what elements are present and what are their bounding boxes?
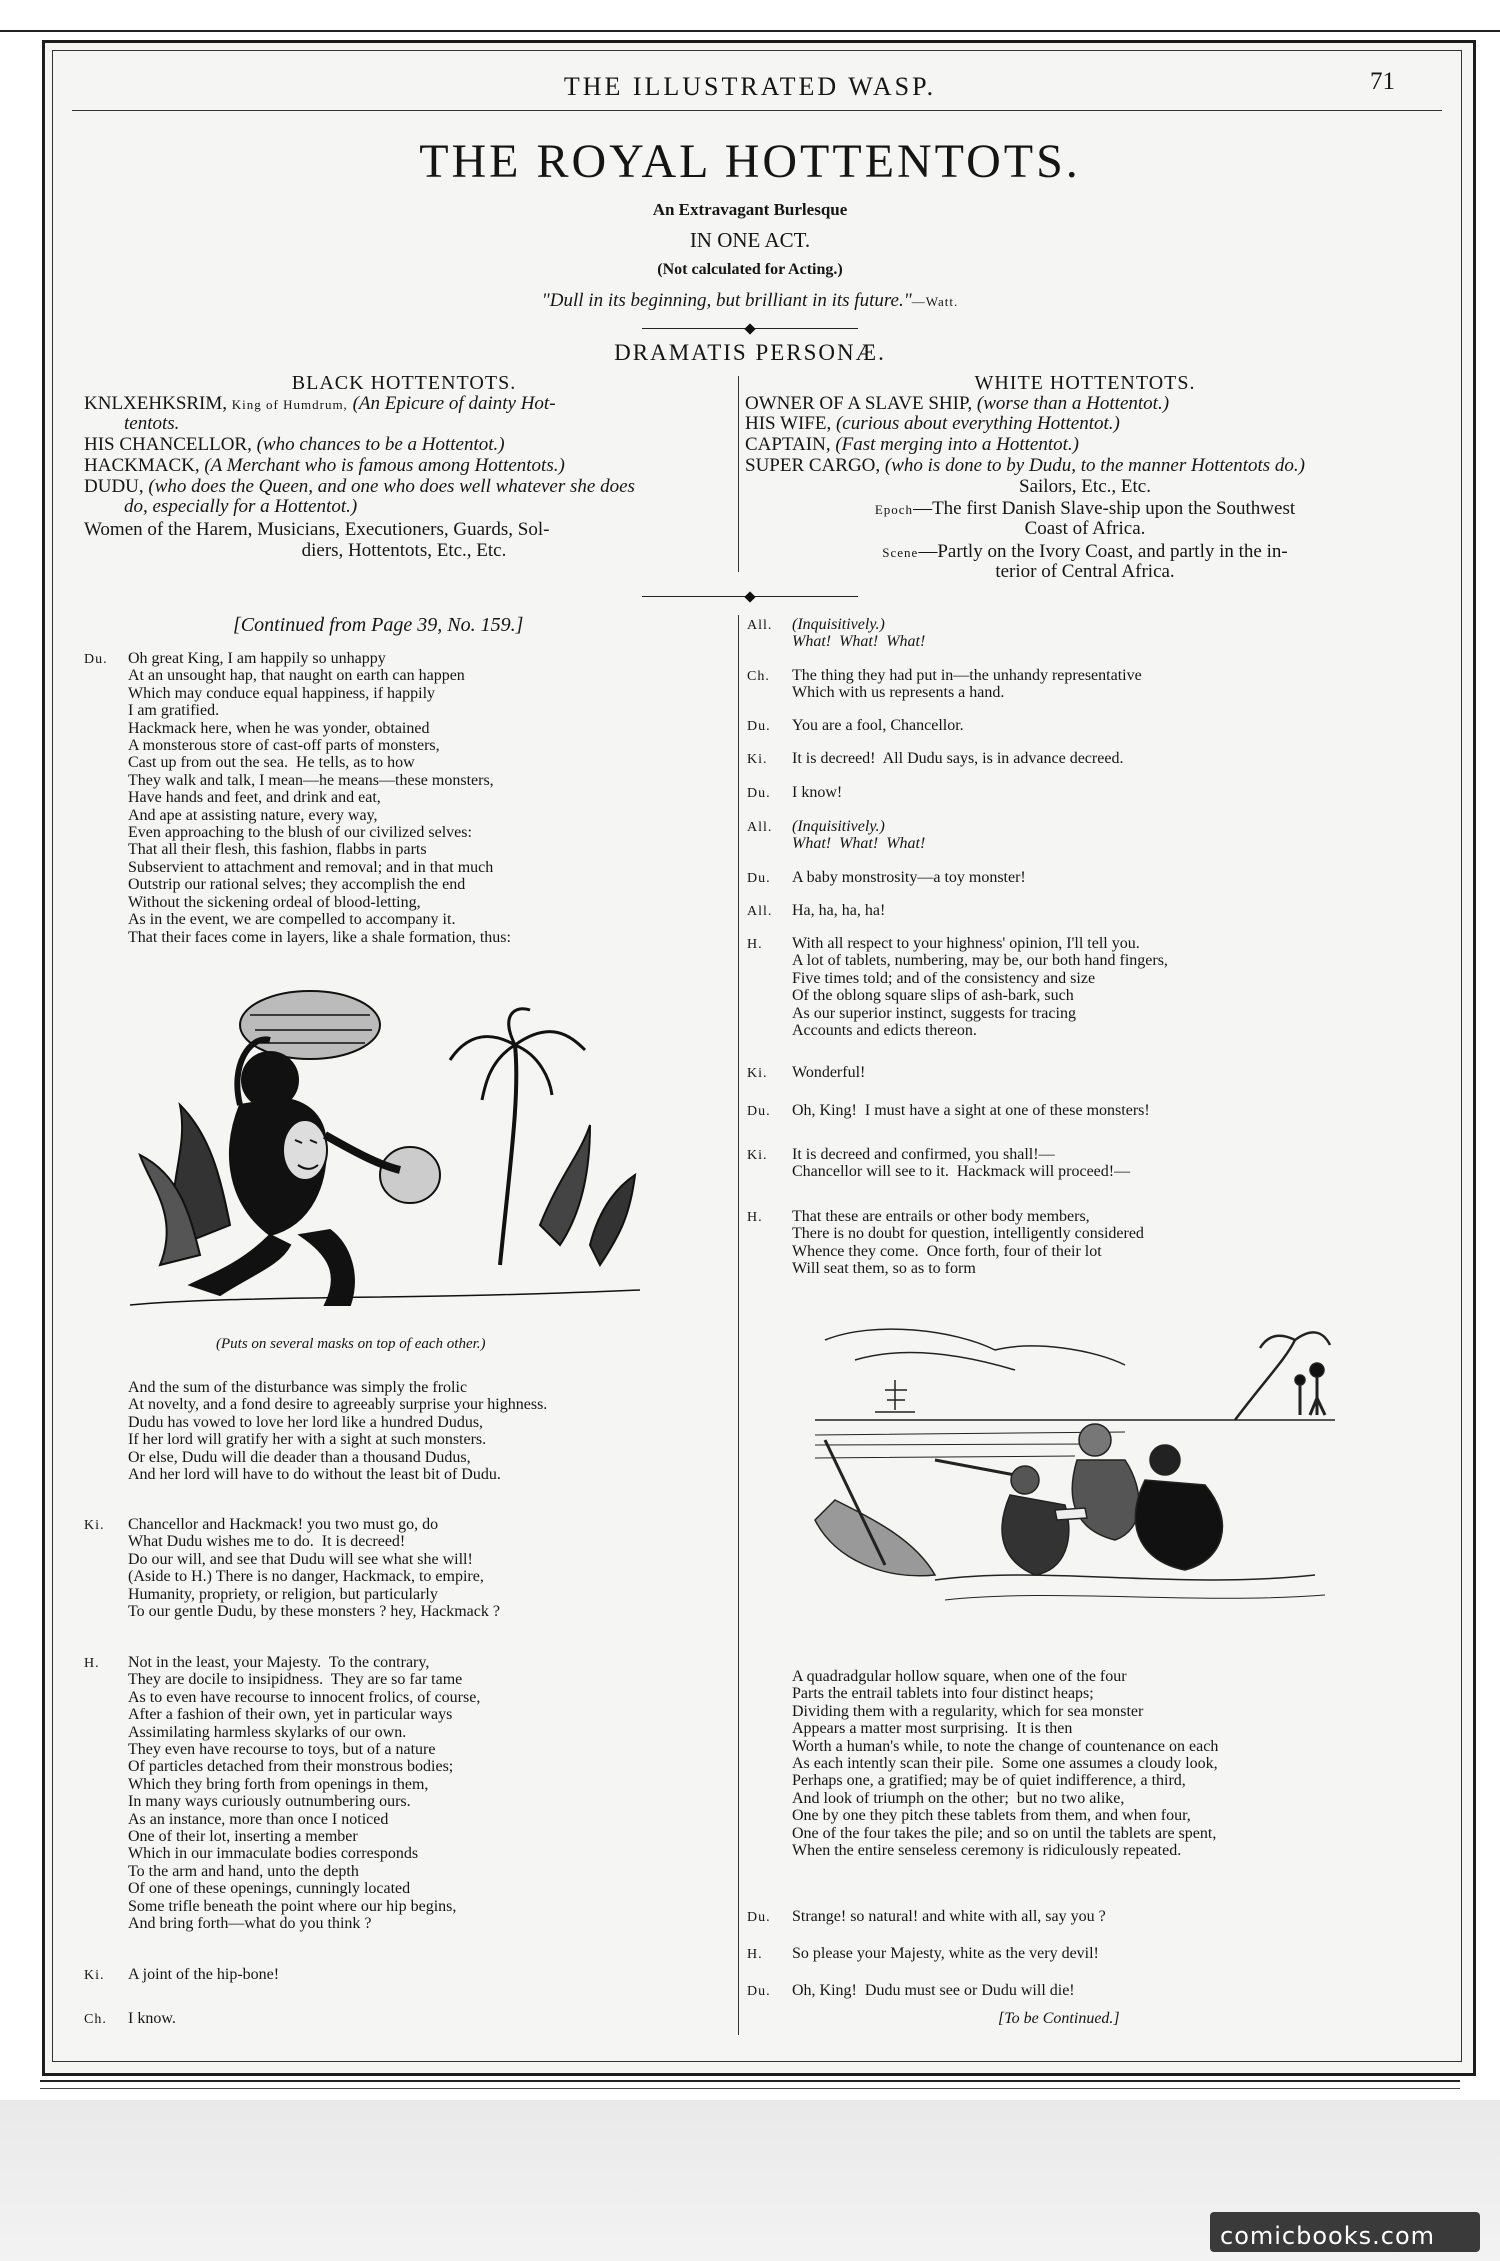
speech-ki-2: A joint of the hip-bone! <box>128 1966 280 1983</box>
page-number: 71 <box>1370 68 1395 95</box>
black-hottentots-heading: BLACK HOTTENTOTS. <box>291 372 517 394</box>
persona-dudu <box>84 477 635 497</box>
persona-name: KNLXEHKSRIM, <box>84 393 228 414</box>
ornament-rule-mid <box>642 592 858 602</box>
speaker-tag: Ch. <box>747 669 770 684</box>
speaker-tag: Ki. <box>747 1066 768 1081</box>
persona-desc: (Fast merging into a Hottentot.) <box>835 434 1079 455</box>
persona-dudu-cont <box>124 497 357 517</box>
dramatis-heading: DRAMATIS PERSONÆ. <box>614 340 886 365</box>
to-be-continued: [To be Continued.] <box>998 2010 1120 2027</box>
speech-du-2: And the sum of the disturbance was simply the frolic At novelty, and a fond desire to agreeably surprise your highness. Dudu has vowed to love her lord like a hundred Dudus, If her lord will gratify her with a sight at such monsters. Or else, Dudu will die deader than a thousand Dudus, And her lord will have to do without the least bit of Dudu. <box>128 1379 548 1484</box>
speech-ch-2: The thing they had put in—the unhandy representative Which with us represents a hand. <box>792 667 1142 702</box>
persona-desc: (A Merchant who is famous among Hottentots.) <box>204 455 565 476</box>
running-head: THE ILLUSTRATED WASP. <box>563 72 937 101</box>
speech-all-3: Ha, ha, ha, ha! <box>792 902 886 919</box>
persona-name: OWNER OF A SLAVE SHIP, <box>745 393 973 414</box>
epigraph-quote: "Dull in its beginning, but brilliant in its future." <box>541 290 912 311</box>
speaker-tag: Du. <box>747 719 771 734</box>
speaker-tag: Ki. <box>747 1148 768 1163</box>
page-title: THE ROYAL HOTTENTOTS. <box>419 135 1081 188</box>
persona-text: Sailors, Etc., Etc. <box>1019 476 1151 497</box>
header-rule <box>72 110 1442 111</box>
persona-desc: do, especially for a Hottentot.) <box>124 496 358 517</box>
persona-text: terior of Central Africa. <box>995 561 1175 582</box>
speech-ki-3: It is decreed! All Dudu says, is in advance decreed. <box>792 750 1124 767</box>
speaker-tag: All. <box>747 820 773 835</box>
speech-ki-5: It is decreed and confirmed, you shall!— Chancellor will see to it. Hackmack will proceed!— <box>792 1146 1131 1181</box>
persona-name: DUDU, <box>84 476 144 497</box>
persona-ensemble-cont <box>84 541 724 561</box>
persona-wife <box>745 414 1120 434</box>
persona-text: Coast of Africa. <box>1024 518 1146 539</box>
top-border-rule <box>0 30 1500 32</box>
speaker-tag: H. <box>747 1210 763 1225</box>
speech-h-5: So please your Majesty, white as the very devil! <box>792 1945 1099 1962</box>
persona-desc: (curious about everything Hottentot.) <box>835 413 1120 434</box>
persona-ensemble <box>84 520 549 540</box>
persona-king-cont <box>124 414 179 434</box>
persona-desc: tentots. <box>124 413 180 434</box>
speaker-tag: Ki. <box>84 1518 105 1533</box>
persona-text: diers, Hottentots, Etc., Etc. <box>301 540 507 561</box>
persona-sailors <box>745 477 1425 497</box>
persona-scene <box>745 542 1425 563</box>
continued-from: [Continued from Page 39, No. 159.] <box>233 614 524 636</box>
persona-super-cargo <box>745 456 1305 476</box>
persona-epoch <box>745 499 1425 520</box>
persona-desc: (who does the Queen, and one who does well whatever she does <box>148 476 635 497</box>
speaker-tag: Du. <box>747 871 771 886</box>
bottom-rule <box>40 2080 1460 2082</box>
speech-du-7: Strange! so natural! and white with all, say you ? <box>792 1908 1106 1925</box>
column-divider <box>738 615 739 2035</box>
scene-label: Scene <box>882 545 919 560</box>
illustration-caption: (Puts on several masks on top of each other.) <box>216 1336 486 1352</box>
persona-desc: (who chances to be a Hottentot.) <box>256 434 505 455</box>
speech-du-1: Oh great King, I am happily so unhappy At an unsought hap, that naught on earth can happen Which may conduce equal happiness, if happily I am gratified. Hackmack here, when he was yonder, obtained A monsterous store of cast-off parts of monsters, Cast up from out the sea. He tells, as to how They walk and talk, I mean—he means—these monsters, Have hands and feet, and drink and eat, And ape at assisting nature, every way, Even approaching to the blush of our civilized selves: That all their flesh, this fashion, flabbs in parts Subservient to attachment and removal; and in that much Outstrip our rational selves; they accomplish the end Without the sickening ordeal of blood-letting, As in the event, we are compelled to accompany it. That their faces come in layers, like a shale formation, thus: <box>128 650 511 946</box>
persona-king <box>84 394 556 415</box>
persona-scene-cont <box>745 562 1425 582</box>
subtitle: An Extravagant Burlesque <box>652 200 848 219</box>
persona-desc: (worse than a Hottentot.) <box>976 393 1170 414</box>
persona-hackmack <box>84 456 565 476</box>
speech-ch-1: I know. <box>128 2010 176 2027</box>
speaker-tag: Ki. <box>747 752 768 767</box>
speech-du-4: I know! <box>792 784 843 801</box>
white-hottentots-heading: WHITE HOTTENTOTS. <box>974 372 1196 394</box>
persona-name: HACKMACK, <box>84 455 200 476</box>
bottom-rule-2 <box>40 2088 1460 2089</box>
speaker-tag: Du. <box>747 1910 771 1925</box>
speaker-tag: H. <box>747 937 763 952</box>
persona-owner <box>745 394 1169 414</box>
speaker-tag: Du. <box>747 1984 771 1999</box>
illustration-masks <box>120 985 650 1315</box>
epigraph <box>0 290 1500 312</box>
speech-h-1: Not in the least, your Majesty. To the contrary, They are docile to insipidness. They are so far tame As to even have recourse to innocent frolics, of course, After a fashion of their own, yet in particular ways Assimilating harmless skylarks of our own. They even have recourse to toys, but of a nature Of particles detached from their monstrous bodies; Which they bring forth from openings in them, In many ways curiously outnumbering ours. As an instance, more than once I noticed One of their lot, inserting a member Which in our immaculate bodies corresponds To the arm and hand, unto the depth Of one of these openings, cunningly located Some trifle beneath the point where our hip begins, And bring forth—what do you think ? <box>128 1654 481 1933</box>
persona-text: —Partly on the Ivory Coast, and partly in the in- <box>918 541 1288 562</box>
speech-du-6: Oh, King! I must have a sight at one of these monsters! <box>792 1102 1150 1119</box>
persona-text: —The first Danish Slave-ship upon the Southwest <box>913 498 1296 519</box>
speaker-tag: Du. <box>747 786 771 801</box>
speaker-tag: Ch. <box>84 2012 107 2027</box>
speaker-tag: H. <box>747 1947 763 1962</box>
speech-ki-4: Wonderful! <box>792 1064 866 1081</box>
dramatis-divider <box>738 376 739 572</box>
watermark: comicbooks.com <box>1220 2222 1436 2250</box>
act-label: IN ONE ACT. <box>689 228 811 252</box>
persona-epoch-cont <box>745 519 1425 539</box>
persona-captain <box>745 435 1079 455</box>
speaker-tag: H. <box>84 1656 100 1671</box>
persona-desc: (who is done to by Dudu, to the manner Hottentots do.) <box>884 455 1305 476</box>
persona-name: HIS WIFE, <box>745 413 832 434</box>
speech-du-5: A baby monstrosity—a toy monster! <box>792 869 1026 886</box>
speech-all-2: (Inquisitively.) What! What! What! <box>792 818 926 853</box>
epigraph-attribution: —Watt. <box>911 294 959 309</box>
persona-chancellor <box>84 435 505 455</box>
persona-name: CAPTAIN, <box>745 434 831 455</box>
speech-du-3: You are a fool, Chancellor. <box>792 717 964 734</box>
speaker-tag: Du. <box>747 1104 771 1119</box>
speaker-tag: All. <box>747 618 773 633</box>
speaker-tag: Ki. <box>84 1968 105 1983</box>
speech-all-1: (Inquisitively.) What! What! What! <box>792 616 926 651</box>
persona-desc: (An Epicure of dainty Hot- <box>352 393 556 414</box>
speech-h-3: That these are entrails or other body members, There is no doubt for question, intelligently considered Whence they come. Once forth, four of their lot Will seat them, so as to form <box>792 1208 1144 1278</box>
speech-h-2: With all respect to your highness' opinion, I'll tell you. A lot of tablets, numbering, may be, our both hand fingers, Five times told; and of the consistency and size Of the oblong square slips of ash-bark, such As our superior instinct, suggests for tracing Accounts and edicts thereon. <box>792 935 1168 1040</box>
persona-name: SUPER CARGO, <box>745 455 881 476</box>
epoch-label: Epoch <box>874 502 914 517</box>
ornament-rule-top <box>642 324 858 334</box>
speech-h-4: A quadradgular hollow square, when one of the four Parts the entrail tablets into four distinct heaps; Dividing them with a regularity, which for sea monster Appears a matter most surprising. It is then Worth a human's while, to note the change of countenance on each As each intently scan their pile. Some one assumes a cloudy look, Perhaps one, a gratified; may be of quiet indifference, a third, And look of triumph on the other; but no two alike, One by one they pitch these tablets from them, and when four, One of the four takes the pile; and so on until the tablets are spent, When the entire senseless ceremony is ridiculously repeated. <box>792 1668 1219 1860</box>
persona-text: Women of the Harem, Musicians, Executioners, Guards, Sol- <box>84 519 550 540</box>
persona-title: King of Humdrum, <box>231 397 348 412</box>
speech-du-8: Oh, King! Dudu must see or Dudu will die! <box>792 1982 1075 1999</box>
persona-name: HIS CHANCELLOR, <box>84 434 252 455</box>
speech-ki-1: Chancellor and Hackmack! you two must go, do What Dudu wishes me to do. It is decreed! Do our will, and see that Dudu will see what she will! (Aside to H.) There is no danger, Hackmack, to empire, Humanity, propriety, or religion, but particularly To our gentle Dudu, by these monsters ? hey, Hackmack ? <box>128 1516 500 1621</box>
illustration-card-game <box>795 1320 1335 1615</box>
speaker-tag: All. <box>747 904 773 919</box>
acting-note: (Not calculated for Acting.) <box>657 261 843 278</box>
speaker-tag: Du. <box>84 652 108 667</box>
